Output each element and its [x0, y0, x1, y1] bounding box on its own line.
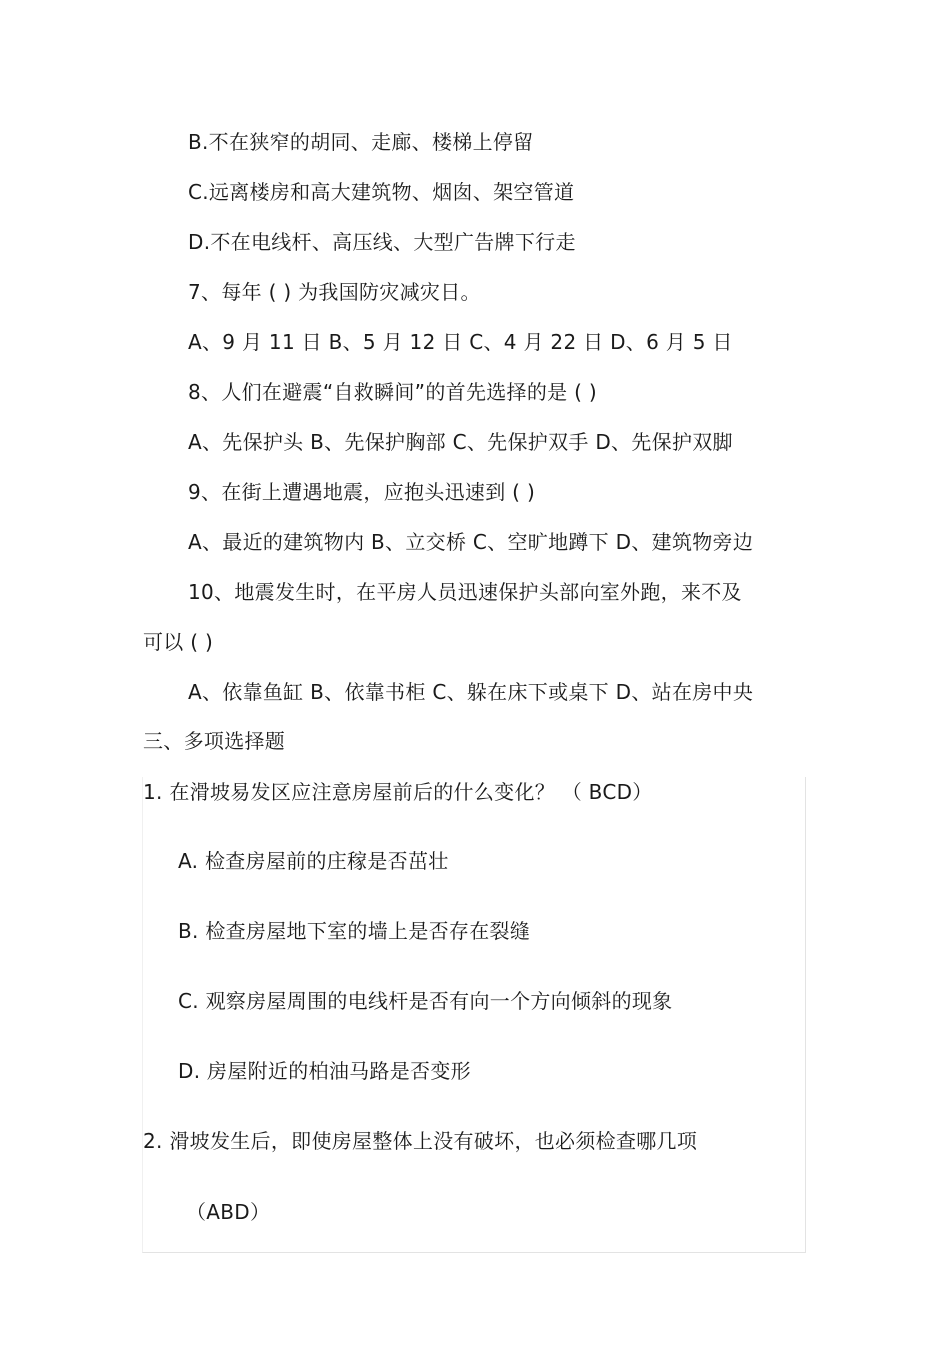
- question-line-continued: 可以 ( ): [143, 630, 214, 654]
- option-line: A、9 月 11 日 B、5 月 12 日 C、4 月 22 日 D、6 月 5 日: [188, 330, 733, 354]
- question-line: 7、每年 ( ) 为我国防灾减灾日。: [188, 280, 481, 304]
- option-line: A、依靠鱼缸 B、依靠书柜 C、躲在床下或桌下 D、站在房中央: [188, 680, 754, 704]
- option-line: D.不在电线杆、高压线、大型广告牌下行走: [188, 230, 576, 254]
- q1-option-b: B. 检查房屋地下室的墙上是否存在裂缝: [178, 919, 531, 943]
- q1-option-d: D. 房屋附近的柏油马路是否变形: [178, 1059, 471, 1083]
- question-line: 10、地震发生时，在平房人员迅速保护头部向室外跑，来不及: [188, 580, 742, 604]
- option-line: A、最近的建筑物内 B、立交桥 C、空旷地蹲下 D、建筑物旁边: [188, 530, 754, 554]
- option-line: A、先保护头 B、先保护胸部 C、先保护双手 D、先保护双脚: [188, 430, 733, 454]
- question-line: 8、人们在避震“自救瞬间”的首先选择的是 ( ): [188, 380, 597, 404]
- section-heading: 三、多项选择题: [143, 729, 286, 753]
- option-line: C.远离楼房和高大建筑物、烟囱、架空管道: [188, 180, 575, 204]
- question-1: 1. 在滑坡易发区应注意房屋前后的什么变化？ （ BCD）: [143, 780, 653, 804]
- q2-answer: （ABD）: [186, 1200, 271, 1224]
- option-line: B.不在狭窄的胡同、走廊、楼梯上停留: [188, 130, 534, 154]
- question-2: 2. 滑坡发生后，即使房屋整体上没有破坏，也必须检查哪几项: [143, 1129, 698, 1153]
- q1-option-c: C. 观察房屋周围的电线杆是否有向一个方向倾斜的现象: [178, 989, 673, 1013]
- question-line: 9、在街上遭遇地震，应抱头迅速到 ( ): [188, 480, 536, 504]
- q1-option-a: A. 检查房屋前的庄稼是否茁壮: [178, 849, 449, 873]
